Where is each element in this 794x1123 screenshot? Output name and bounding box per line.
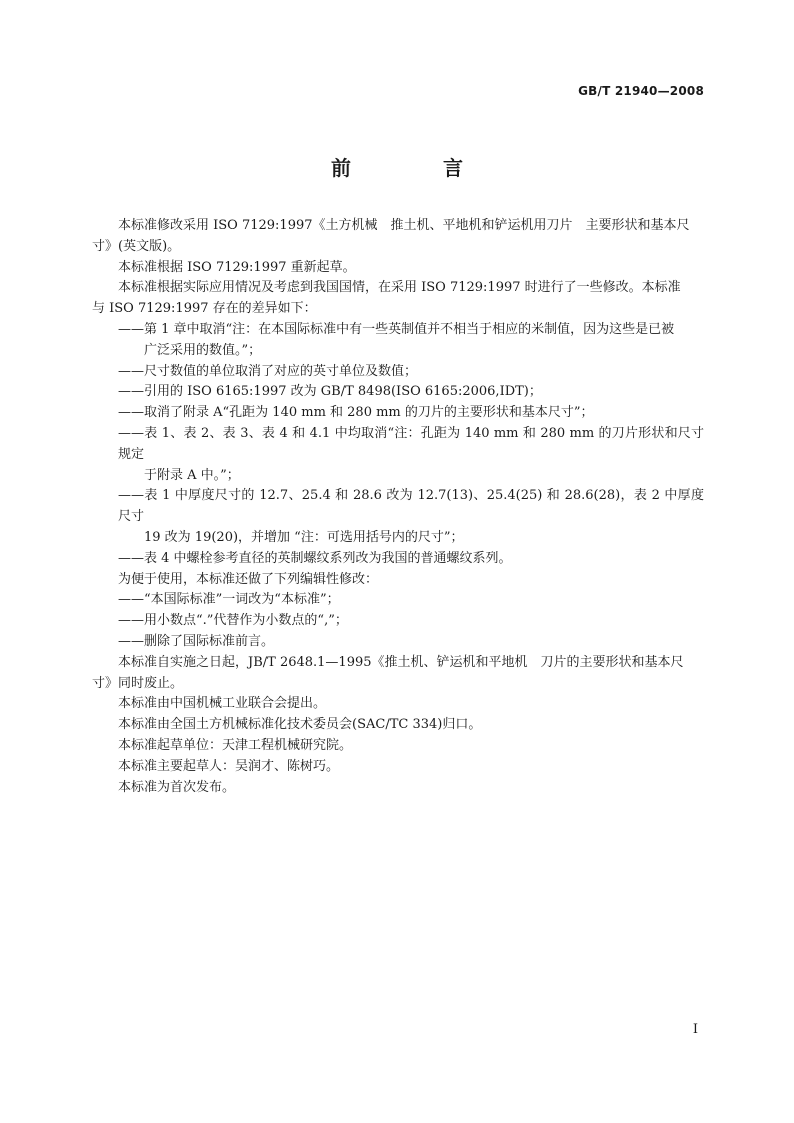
paragraph-line: 为便于使用，本标准还做了下列编辑性修改：	[118, 571, 379, 587]
paragraph-drafting-unit	[92, 736, 704, 757]
list-item-line: ——第 1 章中取消“注：在本国际标准中有一些英制值并不相当于相应的米制值，因为这些是已被	[118, 321, 675, 337]
difference-item	[92, 382, 704, 403]
list-item-line: ——用小数点“.”代替作为小数点的“,”；	[118, 613, 348, 629]
paragraph-adoption	[92, 216, 704, 258]
foreword-body	[92, 216, 704, 798]
list-item-line: ——表 1、表 2、表 3、表 4 和 4.1 中均取消“注：孔距为 140 mm 和 280 mm 的刀片形状和尺寸规定	[118, 425, 704, 462]
list-item-line: ——表 1 中厚度尺寸的 12.7、25.4 和 28.6 改为 12.7(13)、25.4(25) 和 28.6(28)，表 2 中厚度尺寸	[118, 488, 704, 525]
paragraph-line: 本标准由中国机械工业联合会提出。	[118, 696, 327, 712]
list-item-line: ——“本国际标准”一词改为“本标准”；	[118, 592, 340, 608]
paragraph-line: 寸》(英文版)。	[92, 238, 181, 254]
paragraph-committee	[92, 715, 704, 736]
paragraph-differences-intro	[92, 278, 704, 320]
difference-item	[92, 320, 704, 362]
list-item-line: 19 改为 19(20)，并增加 “注：可选用括号内的尺寸”；	[144, 529, 464, 545]
list-item-line: ——表 4 中螺栓参考直径的英制螺纹系列改为我国的普通螺纹系列。	[118, 550, 512, 566]
difference-item	[92, 486, 704, 548]
editorial-item	[92, 632, 704, 653]
page-title: 前 言	[331, 156, 499, 180]
difference-item	[92, 403, 704, 424]
standard-code: GB/T 21940—2008	[578, 84, 704, 98]
paragraph-first-release	[92, 778, 704, 799]
list-item-line: ——删除了国际标准前言。	[118, 633, 275, 649]
paragraph-proposer	[92, 694, 704, 715]
paragraph-line: 本标准根据 ISO 7129:1997 重新起草。	[118, 259, 356, 275]
difference-item	[92, 424, 704, 486]
paragraph-redraft	[92, 258, 704, 279]
paragraph-line: 本标准由全国土方机械标准化技术委员会(SAC/TC 334)归口。	[118, 717, 482, 733]
list-item-line: 于附录 A 中。”；	[144, 467, 240, 483]
paragraph-line: 寸》同时废止。	[92, 675, 184, 691]
paragraph-line: 本标准修改采用 ISO 7129:1997《土方机械 推土机、平地机和铲运机用刀片 主要形状和基本尺	[118, 218, 690, 233]
paragraph-line: 本标准自实施之日起，JB/T 2648.1—1995《推土机、铲运机和平地机 刀片的主要形状和基本尺	[118, 654, 684, 670]
list-item-line: 广泛采用的数值。”；	[144, 342, 262, 358]
list-item-line: ——引用的 ISO 6165:1997 改为 GB/T 8498(ISO 6165:2006,IDT)；	[118, 384, 542, 400]
paragraph-drafters	[92, 757, 704, 778]
list-item-line: ——尺寸数值的单位取消了对应的英寸单位及数值；	[118, 363, 418, 379]
paragraph-line: 本标准根据实际应用情况及考虑到我国国情，在采用 ISO 7129:1997 时进行了一些修改。本标准	[118, 280, 681, 296]
paragraph-editorial-intro	[92, 570, 704, 591]
paragraph-supersedes	[92, 653, 704, 695]
editorial-item	[92, 611, 704, 632]
difference-item	[92, 549, 704, 570]
paragraph-line: 本标准起草单位：天津工程机械研究院。	[118, 737, 353, 753]
paragraph-line: 本标准主要起草人：吴润才、陈树巧。	[118, 758, 340, 774]
list-item-line: ——取消了附录 A“孔距为 140 mm 和 280 mm 的刀片的主要形状和基本尺寸”；	[118, 405, 594, 421]
paragraph-line: 与 ISO 7129:1997 存在的差异如下：	[92, 301, 317, 317]
paragraph-line: 本标准为首次发布。	[118, 779, 236, 795]
page-number: I	[692, 1022, 698, 1037]
difference-item	[92, 362, 704, 383]
editorial-item	[92, 590, 704, 611]
